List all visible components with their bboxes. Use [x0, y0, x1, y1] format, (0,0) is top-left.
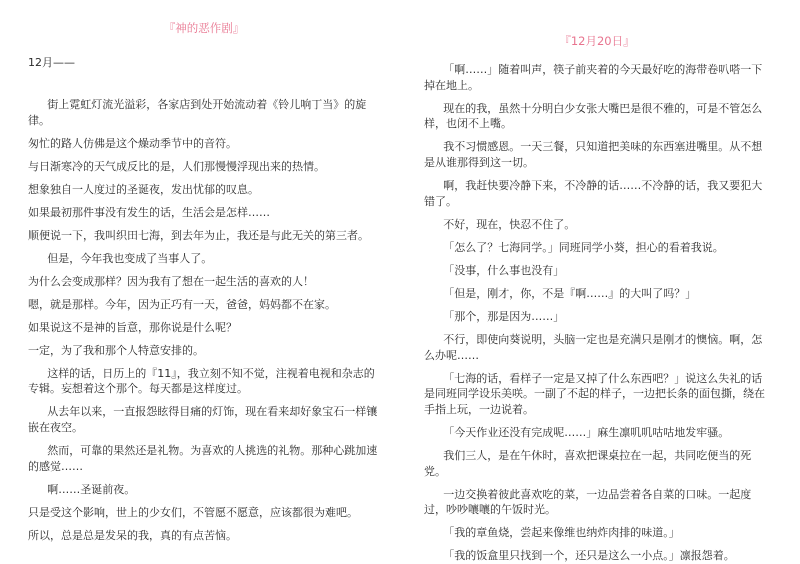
paragraph: 如果最初那件事没有发生的话，生活会是怎样……: [28, 205, 270, 219]
paragraph: 「那个，那是因为……」: [443, 309, 565, 323]
paragraph: 现在的我，虽然十分明白少女张大嘴巴是很不雅的，可是不管怎么样，也闭不上嘴。: [424, 101, 763, 131]
date-heading: 『12月20日』: [559, 34, 635, 48]
left-paragraphs: [28, 97, 380, 544]
paragraph: 只是受这个影响，世上的少女们，不管愿不愿意，应该都很为难吧。: [28, 505, 358, 519]
paragraph: 从去年以来，一直报怨眩得目痛的灯饰，现在看来却好象宝石一样镶嵌在夜空。: [28, 405, 378, 435]
paragraph: 嗯，就是那样。今年，因为正巧有一天，爸爸，妈妈都不在家。: [28, 297, 336, 311]
paragraph: 如果说这不是神的旨意，那你说是什么呢？: [28, 320, 237, 334]
paragraph: 一定，为了我和那个人特意安排的。: [28, 343, 204, 357]
date-line: 12月——: [28, 56, 75, 69]
paragraph: 「七海的话，看样子一定是又掉了什么东西吧？」说这么失礼的话是同班同学设乐美咲。一副了不起的样子，一边把长条的面包撕，绕在手指上玩，一边说着。: [424, 371, 765, 416]
paragraph: 不行，即使向葵说明，头脑一定也是充满只是刚才的懊恼。啊，怎么办呢……: [424, 332, 763, 362]
paragraph: 「我的饭盒里只找到一个，还只是这么一小点。」凛报怨着。: [443, 549, 735, 563]
paragraph: 匆忙的路人仿佛是这个燥动季节中的音符。: [28, 136, 237, 150]
paragraph: 啊……圣诞前夜。: [47, 482, 136, 496]
paragraph: 所以，总是总是发呆的我，真的有点苦恼。: [28, 528, 237, 542]
paragraph: 顺便说一下，我叫织田七海，到去年为止，我还是与此无关的第三者。: [28, 228, 369, 242]
paragraph: 一边交换着彼此喜欢吃的菜，一边品尝着各自菜的口味。一起度过，吵吵嚷嚷的午饭时光。: [424, 487, 752, 517]
paragraph: 「啊……」随着叫声，筷子前夹着的今天最好吃的海带卷叭嗒一下掉在地上。: [424, 63, 763, 92]
paragraph: 不好，现在，快忍不住了。: [443, 217, 576, 231]
paragraph: 街上霓虹灯流光溢彩，各家店到处开始流动着《铃儿响丁当》的旋律。: [28, 98, 367, 127]
paragraph: 「怎么了？七海同学。」同班同学小葵，担心的看着我说。: [443, 240, 724, 254]
paragraph: 「但是，刚才，你，不是『啊……』的大叫了吗？」: [443, 286, 697, 300]
right-paragraphs: [424, 62, 770, 564]
paragraph: 「今天作业还没有完成呢……」麻生凛叽叽咕咕地发牢骚。: [443, 425, 730, 439]
paragraph: 然而，可靠的果然还是礼物。为喜欢的人挑选的礼物。那种心跳加速的感觉……: [28, 444, 378, 473]
paragraph: 我们三人，是在午休时，喜欢把课桌拉在一起，共同吃便当的死党。: [424, 448, 752, 478]
paragraph: 啊，我赶快要冷静下来，不冷静的话……不冷静的话，我又要犯大错了。: [424, 179, 763, 208]
paragraph: 但是，今年我也变成了当事人了。: [47, 251, 213, 265]
left-page: [28, 0, 380, 550]
paragraph: 「没事，什么事也没有」: [443, 263, 565, 277]
right-page: [424, 0, 770, 563]
chapter-title: 『神的恶作剧』: [163, 21, 245, 35]
paragraph: 想象独自一人度过的圣诞夜，发出忧郁的叹息。: [28, 182, 259, 196]
paragraph: 这样的话，日历上的『11』，我立刻不知不觉，注视着电视和杂志的专辑。妄想着这个那个。每天都是这样度过。: [28, 366, 375, 396]
paragraph: 与日渐寒冷的天气成反比的是，人们那慢慢浮现出来的热情。: [28, 159, 325, 173]
paragraph: 我不习惯感恩。一天三餐，只知道把美味的东西塞进嘴里。从不想是从谁那得到这一切。: [424, 140, 763, 170]
paragraph: 「我的章鱼烧，尝起来像维也纳炸肉排的味道。」: [443, 526, 680, 540]
paragraph: 为什么会变成那样？因为我有了想在一起生活的喜欢的人！: [28, 274, 314, 288]
